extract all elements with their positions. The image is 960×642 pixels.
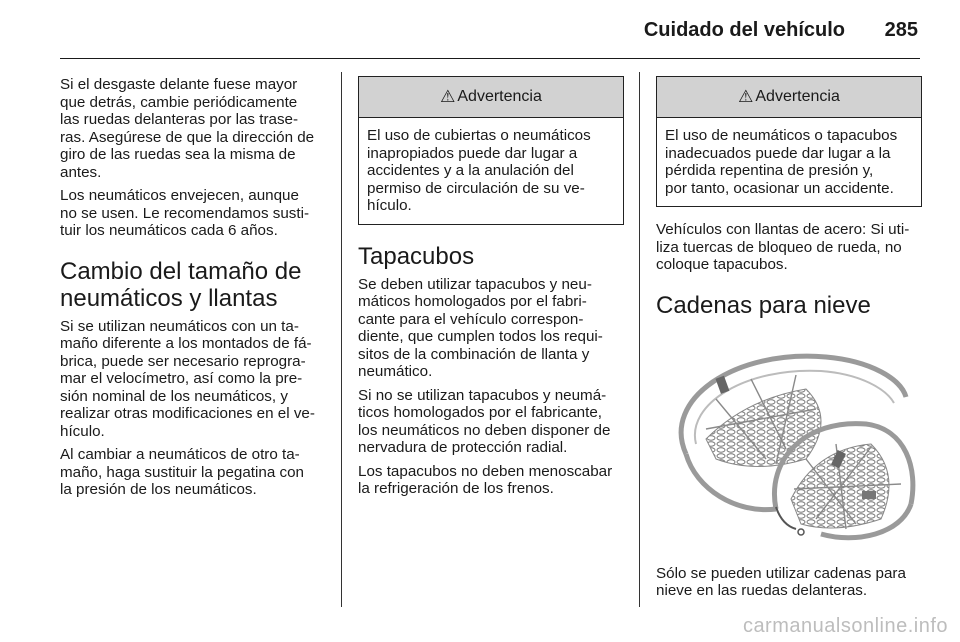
paragraph: Se deben utilizar tapacubos y neu- máticos homologados por el fabri- cante para el vehículo correspon- diente, que cumplen todos los requi- sitos de la combinación de llanta y neumático. [358, 275, 603, 380]
paragraph: Sólo se pueden utilizar cadenas para nieve en las ruedas delanteras. [656, 564, 906, 599]
warning-header [657, 77, 921, 118]
warning-triangle-icon: ⚠ [440, 87, 456, 107]
paragraph: Al cambiar a neumáticos de otro ta- maño, haga sustituir la pegatina con la presión de los neumáticos. [60, 446, 305, 498]
paragraph: Si no se utilizan tapacubos y neumá- ticos homologados por el fabricante, los neumáticos no deben disponer de nervadura de protección radial. [358, 386, 611, 456]
snow-chains-illustration [656, 339, 922, 549]
section-heading: Cadenas para nieve [656, 291, 871, 319]
section-heading: Cambio del tamaño de neumáticos y llantas [60, 257, 302, 312]
watermark: carmanualsonline.info [742, 615, 948, 637]
page-number: 285 [884, 19, 918, 41]
paragraph: Vehículos con llantas de acero: Si uti- liza tuercas de bloqueo de rueda, no coloque tapacubos. [656, 221, 910, 273]
section-title: Cuidado del vehículo [643, 19, 845, 41]
page-header [60, 0, 920, 59]
column-2 [358, 76, 624, 504]
column-divider [639, 72, 640, 607]
paragraph: Los tapacubos no deben menoscabar la refrigeración de los frenos. [358, 462, 613, 497]
warning-triangle-icon: ⚠ [738, 87, 754, 107]
warning-text: El uso de cubiertas o neumáticos inapropiados puede dar lugar a accidentes y a la anulación del permiso de circulación de su ve- hículo. [367, 127, 591, 214]
column-divider [341, 72, 342, 607]
warning-box [358, 76, 624, 225]
warning-header [359, 77, 623, 118]
section-heading: Tapacubos [358, 242, 475, 270]
column-3 [656, 76, 922, 606]
warning-box [656, 76, 922, 207]
column-1 [60, 76, 326, 505]
paragraph: Si se utilizan neumáticos con un ta- maño diferente a los montados de fá- brica, puede ser necesario reprogra- mar el velocímetro, así como la pre- sión nominal de los neumáticos, y realizar otras modificaciones en el ve- hículo. [60, 317, 315, 440]
warning-text: El uso de neumáticos o tapacubos inadecuados puede dar lugar a la pérdida repentina de presión y, por tanto, ocasionar un accidente. [665, 127, 898, 197]
paragraph: Si el desgaste delante fuese mayor que detrás, cambie periódicamente las ruedas delanteras por las trase- ras. Asegúrese de que la dirección de giro de las ruedas sea la misma de antes. [60, 76, 315, 181]
paragraph: Los neumáticos envejecen, aunque no se usen. Le recomendamos susti- tuir los neumáticos cada 6 años. [60, 187, 310, 239]
warning-title: Advertencia [755, 88, 840, 106]
warning-title: Advertencia [457, 88, 542, 106]
